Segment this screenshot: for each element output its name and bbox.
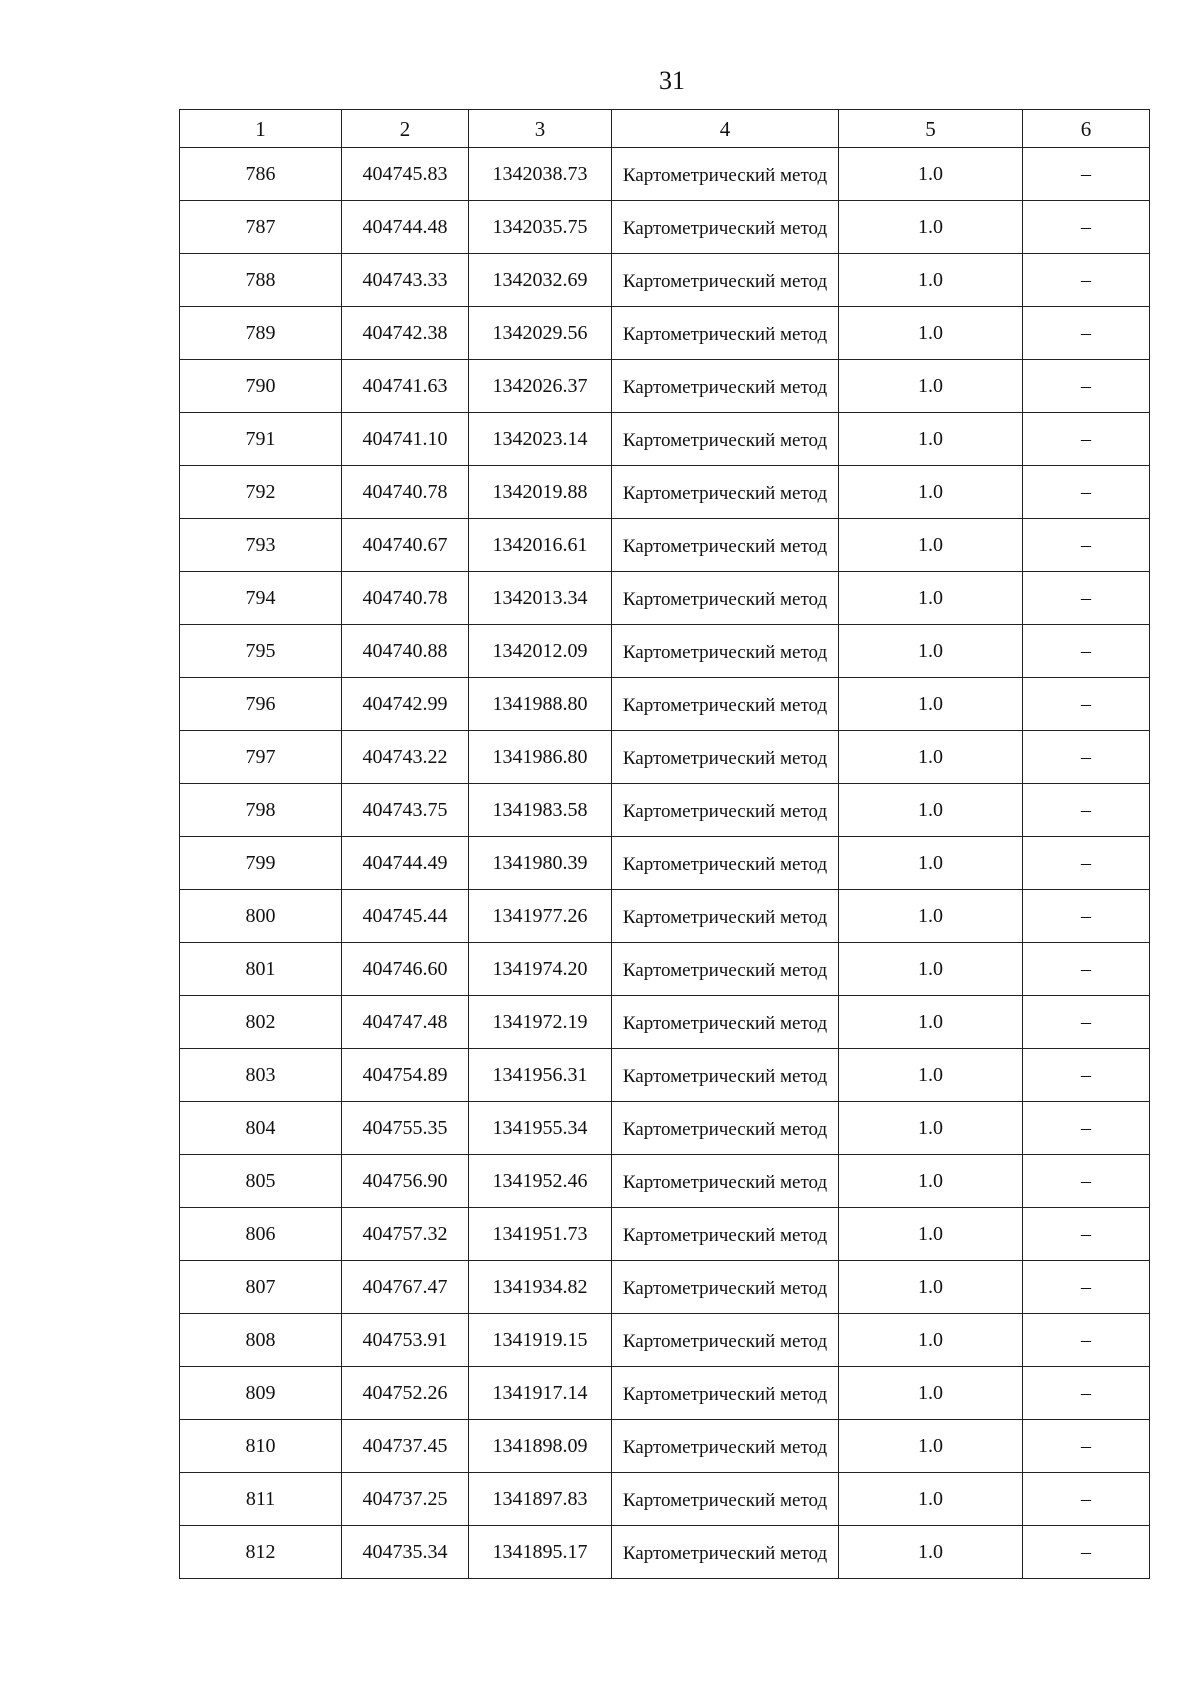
point-number-cell: 789	[180, 307, 342, 360]
y-coordinate-cell: 1341986.80	[469, 731, 612, 784]
x-coordinate-cell: 404744.49	[342, 837, 469, 890]
y-coordinate-cell: 1342035.75	[469, 201, 612, 254]
x-coordinate-cell: 404740.88	[342, 625, 469, 678]
accuracy-cell: 1.0	[839, 1049, 1023, 1102]
x-coordinate-cell: 404742.38	[342, 307, 469, 360]
x-coordinate-cell: 404743.33	[342, 254, 469, 307]
table-row	[180, 837, 1150, 890]
method-cell: Картометрический метод	[612, 148, 839, 201]
x-coordinate-cell: 404745.44	[342, 890, 469, 943]
note-cell: –	[1023, 201, 1150, 254]
table-row	[180, 1367, 1150, 1420]
accuracy-cell: 1.0	[839, 943, 1023, 996]
method-cell: Картометрический метод	[612, 943, 839, 996]
y-coordinate-cell: 1342023.14	[469, 413, 612, 466]
accuracy-cell: 1.0	[839, 1208, 1023, 1261]
point-number-cell: 798	[180, 784, 342, 837]
y-coordinate-cell: 1341955.34	[469, 1102, 612, 1155]
note-cell: –	[1023, 1314, 1150, 1367]
table-row	[180, 307, 1150, 360]
y-coordinate-cell: 1341917.14	[469, 1367, 612, 1420]
header-cell-2: 2	[342, 110, 469, 148]
point-number-cell: 806	[180, 1208, 342, 1261]
note-cell: –	[1023, 1102, 1150, 1155]
accuracy-cell: 1.0	[839, 413, 1023, 466]
accuracy-cell: 1.0	[839, 148, 1023, 201]
method-cell: Картометрический метод	[612, 360, 839, 413]
point-number-cell: 812	[180, 1526, 342, 1579]
x-coordinate-cell: 404746.60	[342, 943, 469, 996]
accuracy-cell: 1.0	[839, 996, 1023, 1049]
accuracy-cell: 1.0	[839, 1314, 1023, 1367]
method-cell: Картометрический метод	[612, 996, 839, 1049]
accuracy-cell: 1.0	[839, 360, 1023, 413]
note-cell: –	[1023, 1420, 1150, 1473]
header-cell-1: 1	[180, 110, 342, 148]
x-coordinate-cell: 404743.75	[342, 784, 469, 837]
method-cell: Картометрический метод	[612, 572, 839, 625]
x-coordinate-cell: 404737.45	[342, 1420, 469, 1473]
table-row	[180, 360, 1150, 413]
note-cell: –	[1023, 413, 1150, 466]
note-cell: –	[1023, 784, 1150, 837]
note-cell: –	[1023, 625, 1150, 678]
accuracy-cell: 1.0	[839, 307, 1023, 360]
note-cell: –	[1023, 1049, 1150, 1102]
point-number-cell: 786	[180, 148, 342, 201]
y-coordinate-cell: 1342019.88	[469, 466, 612, 519]
accuracy-cell: 1.0	[839, 201, 1023, 254]
method-cell: Картометрический метод	[612, 1208, 839, 1261]
y-coordinate-cell: 1342013.34	[469, 572, 612, 625]
table-row	[180, 1526, 1150, 1579]
note-cell: –	[1023, 307, 1150, 360]
x-coordinate-cell: 404740.67	[342, 519, 469, 572]
point-number-cell: 803	[180, 1049, 342, 1102]
method-cell: Картометрический метод	[612, 837, 839, 890]
y-coordinate-cell: 1341951.73	[469, 1208, 612, 1261]
table-row	[180, 201, 1150, 254]
accuracy-cell: 1.0	[839, 254, 1023, 307]
method-cell: Картометрический метод	[612, 254, 839, 307]
y-coordinate-cell: 1341974.20	[469, 943, 612, 996]
x-coordinate-cell: 404742.99	[342, 678, 469, 731]
header-row	[180, 110, 1150, 148]
y-coordinate-cell: 1342029.56	[469, 307, 612, 360]
accuracy-cell: 1.0	[839, 890, 1023, 943]
accuracy-cell: 1.0	[839, 625, 1023, 678]
method-cell: Картометрический метод	[612, 201, 839, 254]
y-coordinate-cell: 1341956.31	[469, 1049, 612, 1102]
table-row	[180, 1314, 1150, 1367]
y-coordinate-cell: 1341952.46	[469, 1155, 612, 1208]
method-cell: Картометрический метод	[612, 1155, 839, 1208]
table-row	[180, 943, 1150, 996]
note-cell: –	[1023, 1208, 1150, 1261]
x-coordinate-cell: 404767.47	[342, 1261, 469, 1314]
x-coordinate-cell: 404735.34	[342, 1526, 469, 1579]
method-cell: Картометрический метод	[612, 731, 839, 784]
table-row	[180, 413, 1150, 466]
note-cell: –	[1023, 1261, 1150, 1314]
method-cell: Картометрический метод	[612, 784, 839, 837]
table-row	[180, 254, 1150, 307]
table-row	[180, 519, 1150, 572]
x-coordinate-cell: 404741.63	[342, 360, 469, 413]
accuracy-cell: 1.0	[839, 678, 1023, 731]
x-coordinate-cell: 404754.89	[342, 1049, 469, 1102]
x-coordinate-cell: 404741.10	[342, 413, 469, 466]
x-coordinate-cell: 404752.26	[342, 1367, 469, 1420]
point-number-cell: 787	[180, 201, 342, 254]
x-coordinate-cell: 404753.91	[342, 1314, 469, 1367]
point-number-cell: 809	[180, 1367, 342, 1420]
point-number-cell: 794	[180, 572, 342, 625]
table-row	[180, 731, 1150, 784]
point-number-cell: 805	[180, 1155, 342, 1208]
method-cell: Картометрический метод	[612, 1261, 839, 1314]
x-coordinate-cell: 404740.78	[342, 572, 469, 625]
x-coordinate-cell: 404755.35	[342, 1102, 469, 1155]
page-number: 31	[659, 66, 685, 95]
y-coordinate-cell: 1341983.58	[469, 784, 612, 837]
y-coordinate-cell: 1342026.37	[469, 360, 612, 413]
table-row	[180, 1155, 1150, 1208]
point-number-cell: 795	[180, 625, 342, 678]
method-cell: Картометрический метод	[612, 466, 839, 519]
point-number-cell: 802	[180, 996, 342, 1049]
note-cell: –	[1023, 943, 1150, 996]
point-number-cell: 792	[180, 466, 342, 519]
table-row	[180, 466, 1150, 519]
note-cell: –	[1023, 890, 1150, 943]
table-row	[180, 148, 1150, 201]
y-coordinate-cell: 1342012.09	[469, 625, 612, 678]
method-cell: Картометрический метод	[612, 519, 839, 572]
header-cell-3: 3	[469, 110, 612, 148]
point-number-cell: 810	[180, 1420, 342, 1473]
table-row	[180, 1208, 1150, 1261]
x-coordinate-cell: 404756.90	[342, 1155, 469, 1208]
note-cell: –	[1023, 519, 1150, 572]
note-cell: –	[1023, 837, 1150, 890]
y-coordinate-cell: 1342016.61	[469, 519, 612, 572]
x-coordinate-cell: 404743.22	[342, 731, 469, 784]
point-number-cell: 807	[180, 1261, 342, 1314]
accuracy-cell: 1.0	[839, 837, 1023, 890]
coordinates-table-body	[180, 110, 1150, 1579]
table-row	[180, 890, 1150, 943]
note-cell: –	[1023, 148, 1150, 201]
point-number-cell: 808	[180, 1314, 342, 1367]
accuracy-cell: 1.0	[839, 1261, 1023, 1314]
method-cell: Картометрический метод	[612, 1367, 839, 1420]
header-cell-4: 4	[612, 110, 839, 148]
y-coordinate-cell: 1341988.80	[469, 678, 612, 731]
accuracy-cell: 1.0	[839, 1102, 1023, 1155]
y-coordinate-cell: 1341919.15	[469, 1314, 612, 1367]
note-cell: –	[1023, 678, 1150, 731]
coordinates-table	[179, 109, 1150, 1579]
x-coordinate-cell: 404745.83	[342, 148, 469, 201]
point-number-cell: 788	[180, 254, 342, 307]
table-row	[180, 625, 1150, 678]
accuracy-cell: 1.0	[839, 1473, 1023, 1526]
table-row	[180, 784, 1150, 837]
x-coordinate-cell: 404744.48	[342, 201, 469, 254]
method-cell: Картометрический метод	[612, 307, 839, 360]
accuracy-cell: 1.0	[839, 1367, 1023, 1420]
y-coordinate-cell: 1341895.17	[469, 1526, 612, 1579]
table-row	[180, 1102, 1150, 1155]
note-cell: –	[1023, 254, 1150, 307]
note-cell: –	[1023, 1367, 1150, 1420]
method-cell: Картометрический метод	[612, 1473, 839, 1526]
y-coordinate-cell: 1341972.19	[469, 996, 612, 1049]
point-number-cell: 790	[180, 360, 342, 413]
point-number-cell: 799	[180, 837, 342, 890]
point-number-cell: 791	[180, 413, 342, 466]
y-coordinate-cell: 1341897.83	[469, 1473, 612, 1526]
table-row	[180, 1473, 1150, 1526]
y-coordinate-cell: 1341980.39	[469, 837, 612, 890]
point-number-cell: 800	[180, 890, 342, 943]
x-coordinate-cell: 404740.78	[342, 466, 469, 519]
y-coordinate-cell: 1341898.09	[469, 1420, 612, 1473]
accuracy-cell: 1.0	[839, 784, 1023, 837]
point-number-cell: 801	[180, 943, 342, 996]
note-cell: –	[1023, 1155, 1150, 1208]
y-coordinate-cell: 1342038.73	[469, 148, 612, 201]
method-cell: Картометрический метод	[612, 1314, 839, 1367]
accuracy-cell: 1.0	[839, 572, 1023, 625]
y-coordinate-cell: 1342032.69	[469, 254, 612, 307]
y-coordinate-cell: 1341934.82	[469, 1261, 612, 1314]
table-row	[180, 996, 1150, 1049]
note-cell: –	[1023, 731, 1150, 784]
x-coordinate-cell: 404747.48	[342, 996, 469, 1049]
table-row	[180, 1049, 1150, 1102]
header-cell-6: 6	[1023, 110, 1150, 148]
method-cell: Картометрический метод	[612, 1420, 839, 1473]
accuracy-cell: 1.0	[839, 1526, 1023, 1579]
point-number-cell: 793	[180, 519, 342, 572]
method-cell: Картометрический метод	[612, 413, 839, 466]
table-row	[180, 678, 1150, 731]
y-coordinate-cell: 1341977.26	[469, 890, 612, 943]
x-coordinate-cell: 404757.32	[342, 1208, 469, 1261]
point-number-cell: 796	[180, 678, 342, 731]
table-row	[180, 1420, 1150, 1473]
point-number-cell: 797	[180, 731, 342, 784]
method-cell: Картометрический метод	[612, 678, 839, 731]
note-cell: –	[1023, 996, 1150, 1049]
method-cell: Картометрический метод	[612, 1526, 839, 1579]
note-cell: –	[1023, 466, 1150, 519]
note-cell: –	[1023, 1526, 1150, 1579]
method-cell: Картометрический метод	[612, 890, 839, 943]
method-cell: Картометрический метод	[612, 625, 839, 678]
accuracy-cell: 1.0	[839, 731, 1023, 784]
accuracy-cell: 1.0	[839, 1155, 1023, 1208]
table-row	[180, 1261, 1150, 1314]
accuracy-cell: 1.0	[839, 1420, 1023, 1473]
x-coordinate-cell: 404737.25	[342, 1473, 469, 1526]
note-cell: –	[1023, 572, 1150, 625]
point-number-cell: 811	[180, 1473, 342, 1526]
point-number-cell: 804	[180, 1102, 342, 1155]
method-cell: Картометрический метод	[612, 1049, 839, 1102]
accuracy-cell: 1.0	[839, 519, 1023, 572]
method-cell: Картометрический метод	[612, 1102, 839, 1155]
accuracy-cell: 1.0	[839, 466, 1023, 519]
header-cell-5: 5	[839, 110, 1023, 148]
note-cell: –	[1023, 1473, 1150, 1526]
note-cell: –	[1023, 360, 1150, 413]
table-row	[180, 572, 1150, 625]
